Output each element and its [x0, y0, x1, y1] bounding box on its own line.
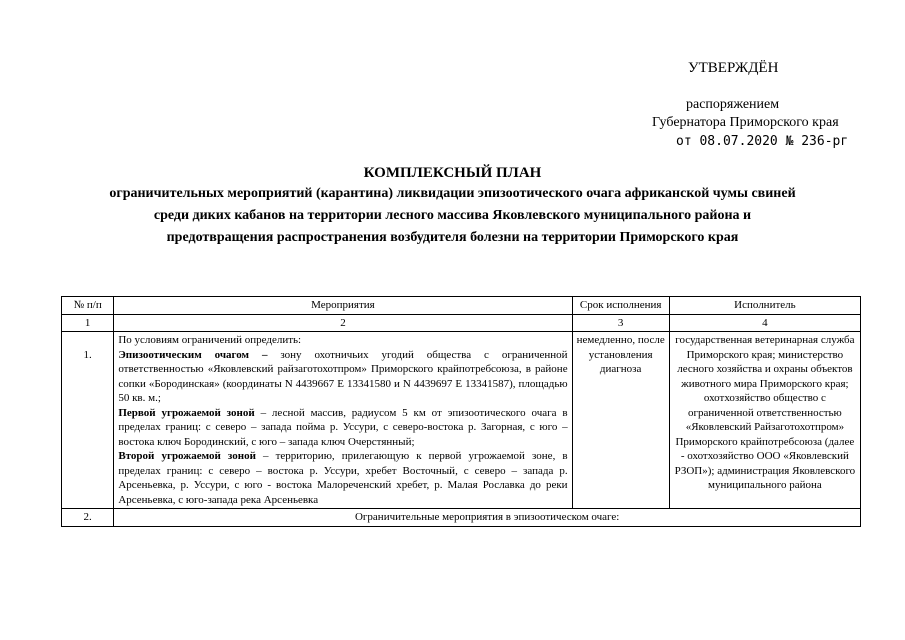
plan-title: КОМПЛЕКСНЫЙ ПЛАН — [363, 165, 542, 181]
header-executor: Исполнитель — [669, 297, 860, 315]
header-term: Срок исполнения — [572, 297, 669, 315]
row-number: 1. — [62, 332, 114, 509]
table-header-row — [62, 297, 861, 315]
plan-subtitle-line-2: среди диких кабанов на территории лесного массива Яковлевского муниципального района и — [153, 208, 752, 223]
column-number-4: 4 — [669, 314, 860, 332]
zone1-label: Первой угрожаемой зоной — [118, 406, 255, 419]
table-row — [62, 509, 861, 527]
approval-line-governor: Губернатора Приморского края — [652, 115, 839, 130]
row-activities — [114, 332, 572, 509]
approval-line-order: распоряжением — [686, 97, 780, 112]
column-number-2: 2 — [114, 314, 572, 332]
focus-label: Эпизоотическим очагом – — [118, 348, 268, 361]
column-number-3: 3 — [572, 314, 669, 332]
section-heading: Ограничительные мероприятия в эпизоотическом очаге: — [114, 509, 861, 527]
zone2-paragraph — [118, 449, 567, 507]
table-row — [62, 332, 861, 509]
plan-subtitle-line-3: предотвращения распространения возбудителя болезни на территории Приморского края — [166, 230, 739, 245]
focus-paragraph — [118, 348, 567, 406]
row-number: 2. — [62, 509, 114, 527]
header-number: № п/п — [62, 297, 114, 315]
plan-subtitle-line-1: ограничительных мероприятий (карантина) ликвидации эпизоотического очага африканской чумы свиней — [109, 186, 796, 201]
approval-line-date-number: от 08.07.2020 № 236-рг — [676, 134, 849, 149]
zone1-text: – лесной массив, радиусом 5 км от эпизоотического очага в пределах границ: с северо – запада пойма р. Уссури, с северо-востока р. Загорная, с юго – востока ключ Бородинский, с юго – запада ключ Очерстянный; — [118, 406, 568, 448]
plan-table — [61, 296, 861, 527]
zone1-paragraph — [118, 406, 567, 450]
intro-text: По условиям ограничений определить: — [118, 334, 302, 346]
zone2-label: Второй угрожаемой зоной — [118, 450, 256, 462]
table-column-numbers-row — [62, 314, 861, 332]
row-executor: государственная ветеринарная служба Приморского края; министерство лесного хозяйства и охраны объектов животного мира Приморского края; охотхозяйство общество с ограниченной ответственностью «Яковлевский Райзаготохотпром» Приморского крайпотребсоюза (далее - охотхозяйство ООО «Яковлевский РЗОП»); администрация Яковлевского муниципального района — [669, 332, 860, 509]
column-number-1: 1 — [62, 314, 114, 332]
zone2-text: – территорию, прилегающую к первой угрожаемой зоне, в пределах границ: с северо – востока р. Уссури, хребет Восточный, с северо – запада р. Арсеньевка, р. Уссури, с юго - востока Малореченский хребет, р. Малая Рославка до реки Арсеньевка, с юго-запада река Арсеньевка — [118, 450, 568, 506]
row-term: немедленно, после установления диагноза — [572, 332, 669, 509]
header-activities: Мероприятия — [114, 297, 572, 315]
focus-text: зону охотничьих угодий общества с ограниченной ответственностью «Яковлевский райзаготохотпром» Приморского крайпотребсоюза, в районе сопки «Бородинская» (координаты N 4439667 E 13341580 и N 4439697 E 13341587), площадью 50 кв. м.; — [118, 348, 568, 404]
approval-title: УТВЕРЖДЁН — [688, 60, 779, 76]
